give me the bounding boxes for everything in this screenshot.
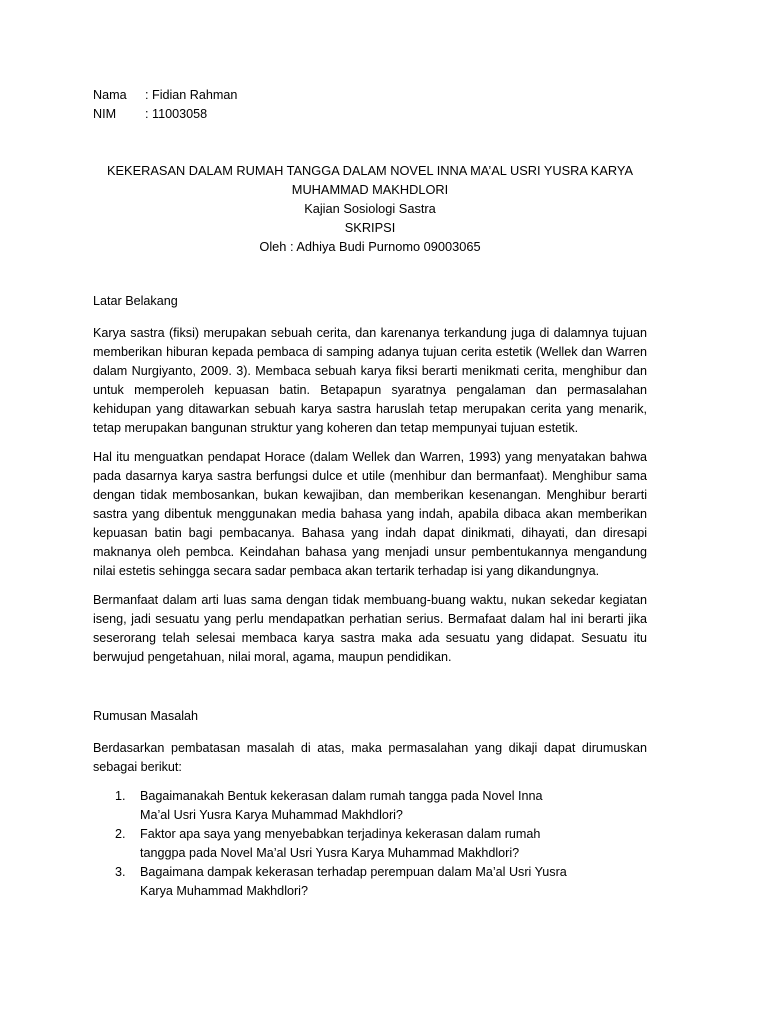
name-value: : Fidian Rahman [145, 88, 238, 102]
document-page [93, 86, 647, 901]
question-list [93, 787, 647, 901]
title-line-2: MUHAMMAD MAKHDLORI [291, 182, 449, 197]
name-label: Nama [93, 88, 127, 102]
title-author: Oleh : Adhiya Budi Purnomo 09003065 [259, 239, 481, 254]
title-block [93, 161, 647, 256]
list-item-text: Bagaimana dampak kekerasan terhadap perempuan dalam Ma’al Usri Yusra Karya Muhammad Makhdlori? [140, 865, 567, 898]
nim-label: NIM [93, 107, 117, 121]
list-item-text: Bagaimanakah Bentuk kekerasan dalam rumah tangga pada Novel Inna Ma’al Usri Yusra Karya Muhammad Makhdlori? [140, 789, 543, 822]
list-item [93, 863, 647, 901]
list-item-number: 1. [115, 789, 126, 803]
paragraph-1: Karya sastra (fiksi) merupakan sebuah cerita, dan karenanya terkandung juga di dalamnya tujuan memberikan hiburan kepada pembaca di samping adanya tujuan cerita estetik (Wellek dan Warren dalam Nurgiyanto, 2009. 3). Membaca sebuah karya fiksi berarti menikmati cerita, menghibur dan untuk memperoleh kepuasan batin. Betapapun syaratnya pengalaman dan permasalahan kehidupan yang ditawarkan sebuah karya sastra haruslah tetap merupakan cerita yang menarik, tetap merupakan bangunan struktur yang koheren dan tetap mempunyai tujuan estetik. [93, 326, 647, 435]
list-item-number: 2. [115, 827, 126, 841]
list-item [93, 787, 647, 825]
list-item [93, 825, 647, 863]
title-doc-type: SKRIPSI [344, 220, 396, 235]
nim-value: : 11003058 [145, 107, 208, 121]
heading-rumusan-masalah: Rumusan Masalah [93, 709, 198, 723]
paragraph-2: Hal itu menguatkan pendapat Horace (dalam Wellek dan Warren, 1993) yang menyatakan bahwa pada dasarnya karya sastra berfungsi dulce et utile (menhibur dan bermanfaat). Menghibur sama dengan tidak membosankan, bukan kewajiban, dan memberikan kesenangan. Menghibur berarti sastra yang dibentuk menggunakan media bahasa yang indah, apabila dibaca akan memberikan kepuasan batin bagi pembacanya. Bahasa yang indah dapat dinikmati, dihayati, dan diresapi maknanya oleh pembca. Keindahan bahasa yang menjadi unsur pembentukannya mengandung nilai estetis sehingga secara sadar pembaca akan tertarik terhadap isi yang dikandungnya. [93, 450, 647, 578]
paragraph-3: Bermanfaat dalam arti luas sama dengan tidak membuang-buang waktu, nukan sekedar kegiatan iseng, jadi sesuatu yang perlu mendapatkan perhatian serius. Bermafaat dalam hal ini berarti jika seserorang telah selesai membaca karya sastra maka ada sesuatu yang didapat. Sesuatu itu berwujud pengetahuan, nilai moral, agama, maupun pendidikan. [93, 593, 647, 664]
rumusan-intro: Berdasarkan pembatasan masalah di atas, maka permasalahan yang dikaji dapat dirumuskan sebagai berikut: [93, 741, 647, 774]
title-subtitle: Kajian Sosiologi Sastra [304, 201, 436, 216]
name-row [93, 86, 647, 105]
heading-latar-belakang: Latar Belakang [93, 294, 178, 308]
list-item-text: Faktor apa saya yang menyebabkan terjadinya kekerasan dalam rumah tanggpa pada Novel Ma’al Usri Yusra Karya Muhammad Makhdlori? [140, 827, 541, 860]
list-item-number: 3. [115, 865, 126, 879]
nim-row [93, 105, 647, 124]
title-line-1: KEKERASAN DALAM RUMAH TANGGA DALAM NOVEL INNA MA’AL USRI YUSRA KARYA [106, 163, 633, 178]
